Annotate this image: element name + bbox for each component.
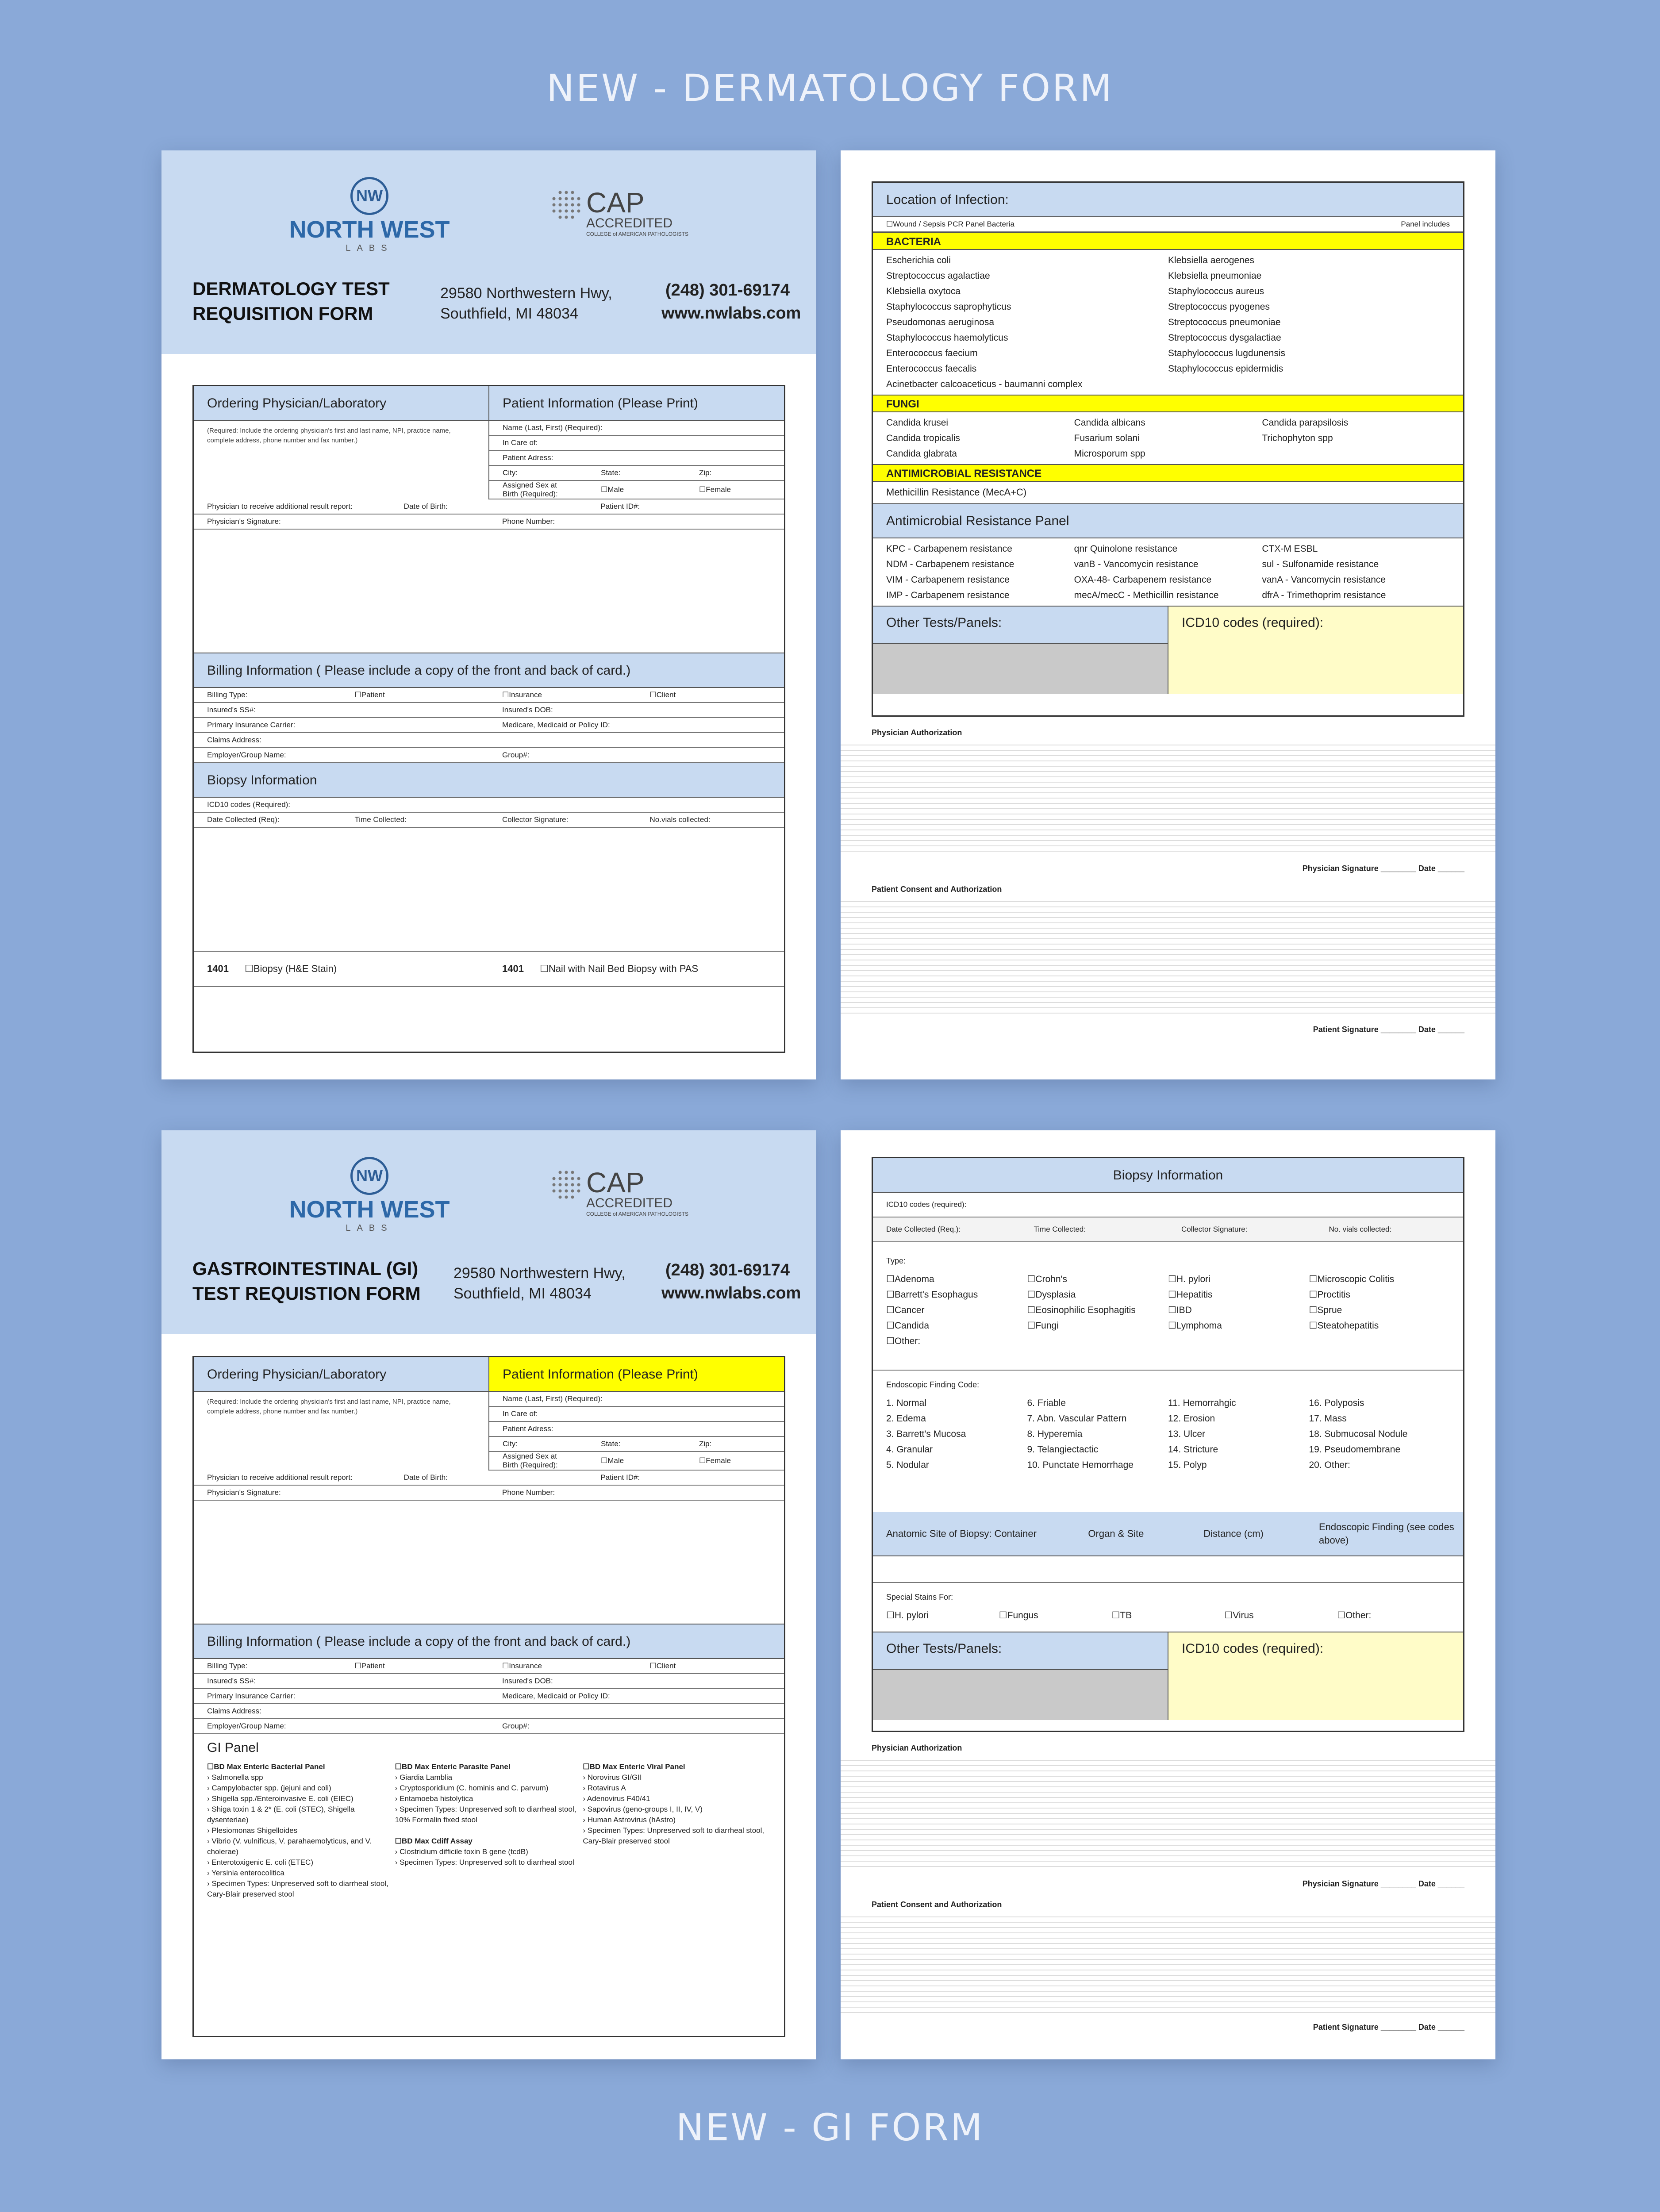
form-header xyxy=(161,150,816,354)
fungi-item: Candida glabrata xyxy=(886,449,957,459)
amr-item: OXA-48- Carbapenem resistance xyxy=(1074,575,1212,585)
gi2-date[interactable]: Date Collected (Req.): xyxy=(886,1225,961,1233)
viral-item: › Rotavirus A xyxy=(583,1783,771,1793)
viral-item: › Specimen Types: Unpreserved soft to diarrheal stool, Cary-Blair preserved stool xyxy=(583,1825,771,1847)
endo-item: 4. Granular xyxy=(886,1444,933,1455)
gi-title xyxy=(192,1256,421,1306)
gi2-time[interactable]: Time Collected: xyxy=(1034,1225,1086,1233)
type-checkbox[interactable]: ☐ Hepatitis xyxy=(1168,1287,1309,1302)
cap-main: CAP xyxy=(586,187,645,219)
infection-box xyxy=(872,181,1464,717)
phone: (248) 301-69174 xyxy=(665,281,790,300)
gi-date2: Date xyxy=(1418,2023,1436,2032)
code1: 1401 xyxy=(207,963,229,974)
organ-label: Organ & Site xyxy=(1088,1528,1144,1539)
gi-employer[interactable]: Employer/Group Name: xyxy=(207,1722,286,1730)
viral-item: › Sapovirus (geno-groups I, II, IV, V) xyxy=(583,1804,771,1815)
gi-carrier[interactable]: Primary Insurance Carrier: xyxy=(207,1692,296,1700)
carrier-field[interactable]: Primary Insurance Carrier: xyxy=(207,721,296,729)
para-panel-checkbox[interactable]: ☐ BD Max Enteric Parasite Panel xyxy=(395,1763,511,1771)
cap-sub: ACCREDITED xyxy=(586,1196,673,1210)
medicare-field[interactable]: Medicare, Medicaid or Policy ID: xyxy=(502,721,610,729)
endo-item: 20. Other: xyxy=(1309,1460,1350,1470)
phys-sig-label: Physician Signature xyxy=(1302,864,1379,873)
cdiff-item: › Specimen Types: Unpreserved soft to diarrheal stool xyxy=(395,1857,583,1868)
patient-address-field[interactable]: Patient Adress: xyxy=(503,453,553,462)
bacteria-item: Staphylococcus epidermidis xyxy=(1168,364,1283,374)
sex-label: Assigned Sex at Birth (Required): xyxy=(503,481,558,498)
billing-patient-checkbox[interactable]: ☐ Patient xyxy=(342,691,489,699)
gi-req-note: (Required: Include the ordering physician's first and last name, NPI, practice name, complete address, phone number and fax number.) xyxy=(207,1398,451,1415)
form-title xyxy=(192,276,390,326)
methicillin: Methicillin Resistance (MecA+C) xyxy=(886,487,1027,498)
auth-text xyxy=(841,740,1495,855)
type-checkbox[interactable]: ☐ Candida xyxy=(886,1318,1027,1333)
fungi-item: Microsporum spp xyxy=(1074,449,1145,459)
gi2-icd[interactable]: ICD10 codes (required): xyxy=(886,1200,967,1209)
bact-item: › Shigella spp./Enteroinvasive E. coli (EIEC) xyxy=(207,1793,395,1804)
para-item: › Specimen Types: Unpreserved soft to diarrheal stool, 10% Formalin fixed stool xyxy=(395,1804,583,1825)
para-item: › Entamoeba histolytica xyxy=(395,1793,583,1804)
addr-line2: Southfield, MI 48034 xyxy=(453,1285,592,1302)
other-tests-label: Other Tests/Panels: xyxy=(886,615,1002,630)
amr-item: vanB - Vancomycin resistance xyxy=(1074,559,1199,569)
gi-sig[interactable]: Physician's Signature: xyxy=(207,1488,281,1497)
amr-item: VIM - Carbapenem resistance xyxy=(886,575,1010,585)
logo-sub: LABS xyxy=(346,243,393,253)
vials-field[interactable]: No.vials collected: xyxy=(649,815,711,824)
bacteria-item: Streptococcus agalactiae xyxy=(886,271,990,281)
para-item: › Giardia Lamblia xyxy=(395,1772,583,1783)
endo-item: 5. Nodular xyxy=(886,1460,929,1470)
date-label2: Date xyxy=(1418,1025,1436,1034)
stain-list xyxy=(873,1605,1463,1632)
amr-list xyxy=(873,538,1463,606)
gi2-other: Other Tests/Panels: xyxy=(886,1641,1002,1656)
logo-name: NORTH WEST xyxy=(289,216,450,243)
bact-item: › Vibrio (V. vulnificus, V. parahaemolyticus, and V. cholerae) xyxy=(207,1836,395,1857)
gi-bt-ins[interactable]: ☐ Insurance xyxy=(489,1662,637,1671)
gi-form-front xyxy=(161,1130,816,2059)
fungi-item: Fusarium solani xyxy=(1074,433,1140,443)
address xyxy=(440,283,612,324)
logo-icon: NW xyxy=(350,1157,388,1195)
icd-label: ICD10 codes (required): xyxy=(1182,615,1324,630)
gi-medicare[interactable]: Medicare, Medicaid or Policy ID: xyxy=(502,1692,610,1700)
bottom-heading: NEW - GI FORM xyxy=(676,2106,984,2149)
cap-logo-2 xyxy=(551,1169,692,1217)
gi-pat-sig: Patient Signature xyxy=(1313,2023,1379,2032)
amr-item: dfrA - Trimethoprim resistance xyxy=(1262,590,1386,600)
gi-consent-text xyxy=(841,1912,1495,2014)
gi-phone[interactable]: Phone Number: xyxy=(502,1488,555,1497)
viral-item: › Human Astrovirus (hAstro) xyxy=(583,1815,771,1825)
billing-type-label: Billing Type: xyxy=(207,691,248,699)
group-field[interactable]: Group#: xyxy=(502,751,530,759)
nail-biopsy-checkbox[interactable]: ☐ Nail with Nail Bed Biopsy with PAS xyxy=(526,963,711,974)
derm-form-front xyxy=(161,150,816,1079)
insured-dob-field[interactable]: Insured's DOB: xyxy=(502,706,553,714)
dist-label: Distance (cm) xyxy=(1203,1528,1264,1539)
endo-item: 16. Polyposis xyxy=(1309,1398,1364,1408)
gi-sex: Assigned Sex at Birth (Required): xyxy=(503,1452,558,1469)
gi-phys-add[interactable]: Physician to receive additional result report: xyxy=(207,1473,353,1482)
gi-biopsy-box xyxy=(872,1157,1464,1732)
phone: (248) 301-69174 xyxy=(665,1261,790,1279)
collector-signature-field[interactable]: Collector Signature: xyxy=(502,815,569,824)
derm-main-box xyxy=(192,385,785,1053)
cap-dots-icon xyxy=(551,189,582,220)
addr-line2: Southfield, MI 48034 xyxy=(440,305,578,322)
cdiff-item: › Clostridium difficile toxin B gene (tcdB) xyxy=(395,1847,583,1857)
gi-group[interactable]: Group#: xyxy=(502,1722,530,1730)
type-checkbox[interactable]: ☐ Dysplasia xyxy=(1027,1287,1168,1302)
fungi-list xyxy=(873,412,1463,464)
fungi-item: Trichophyton spp xyxy=(1262,433,1333,443)
endo-item: 3. Barrett's Mucosa xyxy=(886,1429,966,1439)
logo-icon: NW xyxy=(350,177,388,215)
type-checkbox[interactable]: ☐ IBD xyxy=(1168,1302,1309,1318)
wound-panel-checkbox[interactable]: ☐ Wound / Sepsis PCR Panel Bacteria xyxy=(873,220,1168,229)
amr-item: NDM - Carbapenem resistance xyxy=(886,559,1014,569)
ordering-physician-header: Ordering Physician/Laboratory xyxy=(194,386,488,421)
gi-auth-heading: Physician Authorization xyxy=(872,1743,962,1752)
fungi-item: Candida krusei xyxy=(886,418,949,428)
panel-includes: Panel includes xyxy=(1401,220,1450,228)
endo-item: 10. Punctate Hemorrhage xyxy=(1027,1460,1134,1470)
type-checkbox[interactable]: ☐ Adenoma xyxy=(886,1271,1027,1287)
type-checkbox[interactable]: ☐ Eosinophilic Esophagitis xyxy=(1027,1302,1168,1318)
claims-field[interactable]: Claims Address: xyxy=(207,736,261,744)
auth-heading: Physician Authorization xyxy=(872,728,962,737)
date-collected-field[interactable]: Date Collected (Req): xyxy=(207,815,280,824)
amr-item: mecA/mecC - Methicillin resistance xyxy=(1074,590,1219,600)
endo-item: 11. Hemorrahgic xyxy=(1168,1398,1236,1408)
bacteria-item: Escherichia coli xyxy=(886,255,951,265)
amr-item: CTX-M ESBL xyxy=(1262,544,1318,554)
derm-form-back: Location of Infection: ☐ Wound / Sepsis PCR Panel Bacteria Panel includes BACTERIA Escherichia coli Streptococcus agalactiae Klebsiella oxytoca Staphylococcus saprophyticus Pseudomonas aeruginosa Staphylococcus haemolyticus Enterococcus faecium Enterococcus faecalis Acinetbacter calcoaceticus - baumanni complex Klebsiella aerogenes Klebsiella pneumoniae Staphylococcus aureus Streptococcus pyogenes Streptococcus pneumoniae Streptococcus dysgalactiae Staphylococcus lugdunensis Staphylococcus epidermidis FUNGI Candida krusei Candida tropicalis Candida glabrata Candida albicans Fusarium solani Microsporum spp Candida parapsilosis Trichophyton spp ANTIMICROBIAL RESISTANCE Methicillin Resistance (MecA+C) Antimicrobial Resistance Panel KPC - Carbapenem resistance NDM - Carbapenem resistance VIM - Carbapenem resistance IMP - Carbapenem resistance qnr Quinolone resistance vanB - Vancomycin resistance OXA-48- Carbapenem resistance mecA/mecC - Methicillin resistance CTX-M ESBL sul - Sulfonamide resistance vanA - Vancomycin resistance dfrA - Trimethoprim resistance Other Tests/Panels: ICD10 codes (required): Physician Authorization Physician Signature ________ Date ______ Patient Consent and Authorization Patient Signature ________ Date ______ xyxy=(841,150,1495,1079)
employer-field[interactable]: Employer/Group Name: xyxy=(207,751,286,759)
gi-claims[interactable]: Claims Address: xyxy=(207,1707,261,1715)
male-checkbox[interactable]: ☐ Male xyxy=(588,485,686,494)
he-stain-checkbox[interactable]: ☐ Biopsy (H&E Stain) xyxy=(231,963,350,974)
gi-ordering-header: Ordering Physician/Laboratory xyxy=(194,1357,488,1392)
date-label: Date xyxy=(1418,864,1436,873)
type-label: Type: xyxy=(886,1256,906,1265)
billing-client-checkbox[interactable]: ☐ Client xyxy=(637,691,784,699)
endo-item: 18. Submucosal Nodule xyxy=(1309,1429,1408,1439)
endo-item: 6. Friable xyxy=(1027,1398,1066,1408)
para-item: › Cryptosporidium (C. hominis and C. parvum) xyxy=(395,1783,583,1793)
type-checkbox[interactable]: ☐ Cancer xyxy=(886,1302,1027,1318)
bact-item: › Plesiomonas Shigelloides xyxy=(207,1825,395,1836)
city-field[interactable]: City: xyxy=(503,469,518,477)
website: www.nwlabs.com xyxy=(661,1284,801,1302)
cap-main: CAP xyxy=(586,1167,645,1198)
stain-checkbox[interactable]: ☐ Fungus xyxy=(999,1608,1112,1623)
endo-item: 1. Normal xyxy=(886,1398,927,1408)
amr-header: ANTIMICROBIAL RESISTANCE xyxy=(873,464,1463,482)
bact-item: › Shiga toxin 1 & 2* (E. coli (STEC), Shigella dysenteriae) xyxy=(207,1804,395,1825)
type-checkbox[interactable]: ☐ Microscopic Colitis xyxy=(1309,1271,1450,1287)
endo-item: 9. Telangiectactic xyxy=(1027,1444,1099,1455)
bact-item: › Yersinia enterocolitica xyxy=(207,1868,395,1878)
consent-text xyxy=(841,897,1495,1016)
fungi-header: FUNGI xyxy=(873,395,1463,412)
bacteria-item: Staphylococcus lugdunensis xyxy=(1168,348,1286,358)
endo-find-label: Endoscopic Finding (see codes above) xyxy=(1319,1521,1454,1546)
cap-dots-icon xyxy=(551,1169,582,1200)
icd-field[interactable]: ICD10 codes (Required): xyxy=(207,800,291,809)
stain-checkbox[interactable]: ☐ Other: xyxy=(1337,1608,1450,1623)
bacteria-header: BACTERIA xyxy=(873,232,1463,250)
addr-line1: 29580 Northwestern Hwy, xyxy=(440,285,612,302)
phone-number-field[interactable]: Phone Number: xyxy=(502,517,555,526)
bacteria-item: Streptococcus pyogenes xyxy=(1168,302,1270,312)
gi-state[interactable]: State: xyxy=(601,1440,621,1448)
dob-field[interactable]: Date of Birth: xyxy=(403,502,448,511)
contact xyxy=(661,279,801,325)
bacteria-item: Staphylococcus saprophyticus xyxy=(886,302,1011,312)
title-line1: DERMATOLOGY TEST xyxy=(192,278,390,299)
gi-phys-sig: Physician Signature xyxy=(1302,1879,1379,1888)
bacteria-item: Klebsiella aerogenes xyxy=(1168,255,1254,265)
bacteria-item: Acinetbacter calcoaceticus - baumanni complex xyxy=(886,379,1083,389)
endo-item: 12. Erosion xyxy=(1168,1413,1215,1424)
billing-insurance-checkbox[interactable]: ☐ Insurance xyxy=(489,691,637,699)
endo-item: 7. Abn. Vascular Pattern xyxy=(1027,1413,1127,1424)
viral-item: › Adenovirus F40/41 xyxy=(583,1793,771,1804)
pat-sig-label: Patient Signature xyxy=(1313,1025,1379,1034)
gi-address-field[interactable]: Patient Adress: xyxy=(503,1425,553,1433)
logo-sub: LABS xyxy=(346,1223,393,1233)
bacteria-item: Staphylococcus aureus xyxy=(1168,286,1264,296)
endo-item: 17. Mass xyxy=(1309,1413,1347,1424)
patient-info-header: Patient Information (Please Print) xyxy=(489,386,784,421)
cdiff-checkbox[interactable]: ☐ BD Max Cdiff Assay xyxy=(395,1837,473,1845)
patient-id-field[interactable]: Patient ID#: xyxy=(600,502,640,511)
type-checkbox[interactable]: ☐ Lymphoma xyxy=(1168,1318,1309,1333)
billing-header: Billing Information ( Please include a copy of the front and back of card.) xyxy=(194,653,784,688)
insured-ss-field[interactable]: Insured's SS#: xyxy=(207,706,256,714)
endo-item: 15. Polyp xyxy=(1168,1460,1207,1470)
gi-bt-patient[interactable]: ☐ Patient xyxy=(342,1662,489,1671)
nw-logo-2 xyxy=(285,1157,453,1233)
gi-main-box xyxy=(192,1356,785,2037)
bact-item: › Salmonella spp xyxy=(207,1772,395,1783)
required-note: (Required: Include the ordering physician's first and last name, NPI, practice name, complete address, phone number and fax number.) xyxy=(207,427,451,444)
type-checkbox[interactable]: ☐ Proctitis xyxy=(1309,1287,1450,1302)
gi-female[interactable]: ☐ Female xyxy=(686,1456,784,1465)
gi-consent-heading: Patient Consent and Authorization xyxy=(872,1900,1002,1909)
gi-biopsy-header: Biopsy Information xyxy=(873,1158,1463,1193)
endo-list xyxy=(873,1393,1463,1512)
bacteria-item: Staphylococcus haemolyticus xyxy=(886,333,1008,343)
time-collected-field[interactable]: Time Collected: xyxy=(354,815,407,824)
gi-billing-header: Billing Information ( Please include a copy of the front and back of card.) xyxy=(194,1624,784,1659)
endo-item: 14. Stricture xyxy=(1168,1444,1218,1455)
bact-panel-checkbox[interactable]: ☐ BD Max Enteric Bacterial Panel xyxy=(207,1763,325,1771)
logo-name: NORTH WEST xyxy=(289,1196,450,1223)
patient-name-field[interactable]: Name (Last, First) (Required): xyxy=(503,423,603,432)
fungi-item: Candida parapsilosis xyxy=(1262,418,1349,428)
bacteria-item: Enterococcus faecalis xyxy=(886,364,977,374)
gi-title-2: TEST REQUISTION FORM xyxy=(192,1283,421,1304)
gi-auth-text xyxy=(841,1755,1495,1870)
gi2-sig[interactable]: Collector Signature: xyxy=(1181,1225,1248,1233)
gi-form-back: Biopsy Information ICD10 codes (required): Date Collected (Req.): Time Collected: Collector Signature: No. vials collected: Type: ☐ Adenoma ☐ Barrett's Esophagus ☐ Cancer ☐ Candida ☐ Other: ☐ Crohn's ☐ Dysplasia ☐ Eosinophilic Esophagitis ☐ Fungi ☐ H. pylori ☐ Hepatitis ☐ IBD ☐ Lymphoma ☐ Microscopic Colitis ☐ Proctitis ☐ Sprue ☐ Steatohepatitis Endoscopic Finding Code: 1. Normal 2. Edema 3. Barrett's Mucosa 4. Granular 5. Nodular 6. Friable 7. Abn. Vascular Pattern 8. Hyperemia 9. Telangiectactic 10. Punctate Hemorrhage 11. Hemorrahgic 12. Erosion 13. Ulcer 14. Stricture 15. Polyp 16. Polyposis 17. Mass 18. Submucosal Nodule 19. Pseudomembrane 20. Other: Anatomic Site of Biopsy: Container Organ & Site Distance (cm) Endoscopic Finding (see codes above) Special Stains For: ☐ H. pylori ☐ Fungus ☐ TB ☐ Virus ☐ Other: Other Tests/Panels: ICD10 codes (required): Physician Authorization Physician Signature ________ Date ______ Patient Consent and Authorization Patient Signature ________ Date ______ xyxy=(841,1130,1495,2059)
gi-care-field[interactable]: In Care of: xyxy=(503,1409,538,1418)
amr-item: IMP - Carbapenem resistance xyxy=(886,590,1010,600)
type-checkbox[interactable]: ☐ Steatohepatitis xyxy=(1309,1318,1450,1333)
gi-header xyxy=(161,1130,816,1334)
state-field[interactable]: State: xyxy=(601,469,621,477)
bact-item: › Enterotoxigenic E. coli (ETEC) xyxy=(207,1857,395,1868)
code2: 1401 xyxy=(502,963,524,974)
gi-ins-ss[interactable]: Insured's SS#: xyxy=(207,1677,256,1685)
gi-bt-client[interactable]: ☐ Client xyxy=(637,1662,784,1671)
amr-item: qnr Quinolone resistance xyxy=(1074,544,1178,554)
endo-item: 2. Edema xyxy=(886,1413,926,1424)
type-checkbox[interactable]: ☐ Sprue xyxy=(1309,1302,1450,1318)
zip-field[interactable]: Zip: xyxy=(699,469,712,477)
gi-bt: Billing Type: xyxy=(207,1662,248,1670)
endo-item: 13. Ulcer xyxy=(1168,1429,1206,1439)
title-line2: REQUISITION FORM xyxy=(192,303,373,324)
gi-name-field[interactable]: Name (Last, First) (Required): xyxy=(503,1394,603,1403)
endo-label: Endoscopic Finding Code: xyxy=(886,1380,980,1389)
gi-title-1: GASTROINTESTINAL (GI) xyxy=(192,1258,419,1279)
gi-male[interactable]: ☐ Male xyxy=(588,1456,686,1465)
stain-checkbox[interactable]: ☐ Virus xyxy=(1224,1608,1337,1623)
fungi-item: Candida albicans xyxy=(1074,418,1145,428)
type-checkbox[interactable]: ☐ Crohn's xyxy=(1027,1271,1168,1287)
gi-panel-heading: GI Panel xyxy=(207,1740,259,1755)
additional-physician-field[interactable]: Physician to receive additional result report: xyxy=(207,502,353,511)
top-heading: NEW - DERMATOLOGY FORM xyxy=(546,66,1114,110)
bact-item: › Campylobacter spp. (jejuni and coli) xyxy=(207,1783,395,1793)
endo-item: 19. Pseudomembrane xyxy=(1309,1444,1401,1455)
viral-item: › Norovirus GI/GII xyxy=(583,1772,771,1783)
addr-line1: 29580 Northwestern Hwy, xyxy=(453,1265,626,1282)
amr-item: vanA - Vancomycin resistance xyxy=(1262,575,1386,585)
bacteria-item: Streptococcus dysgalactiae xyxy=(1168,333,1281,343)
endo-item: 8. Hyperemia xyxy=(1027,1429,1083,1439)
gi-patient-header: Patient Information (Please Print) xyxy=(489,1357,784,1392)
bacteria-item: Enterococcus faecium xyxy=(886,348,978,358)
type-list xyxy=(873,1269,1463,1371)
female-checkbox[interactable]: ☐ Female xyxy=(686,485,784,494)
stains-label: Special Stains For: xyxy=(886,1593,953,1601)
gi-address xyxy=(453,1263,626,1304)
stain-checkbox[interactable]: ☐ H. pylori xyxy=(886,1608,999,1623)
bacteria-list xyxy=(873,250,1463,395)
gi-date1: Date xyxy=(1418,1879,1436,1888)
viral-panel-checkbox[interactable]: ☐ BD Max Enteric Viral Panel xyxy=(583,1763,685,1771)
cap-logo xyxy=(551,189,692,237)
gi-ins-dob[interactable]: Insured's DOB: xyxy=(502,1677,553,1685)
bacteria-item: Klebsiella oxytoca xyxy=(886,286,961,296)
type-checkbox[interactable]: ☐ Barrett's Esophagus xyxy=(886,1287,1027,1302)
type-checkbox[interactable]: ☐ H. pylori xyxy=(1168,1271,1309,1287)
physician-signature-field[interactable]: Physician's Signature: xyxy=(207,517,281,526)
bacteria-item: Klebsiella pneumoniae xyxy=(1168,271,1262,281)
amr-panel-header: Antimicrobial Resistance Panel xyxy=(873,504,1463,538)
bacteria-item: Streptococcus pneumoniae xyxy=(1168,317,1281,327)
type-checkbox[interactable]: ☐ Other: xyxy=(886,1333,1027,1349)
website: www.nwlabs.com xyxy=(661,304,801,323)
fungi-item: Candida tropicalis xyxy=(886,433,960,443)
gi2-icd2: ICD10 codes (required): xyxy=(1182,1641,1324,1656)
gi-pid[interactable]: Patient ID#: xyxy=(600,1473,640,1482)
stain-checkbox[interactable]: ☐ TB xyxy=(1112,1608,1225,1623)
amr-item: sul - Sulfonamide resistance xyxy=(1262,559,1379,569)
gi-zip[interactable]: Zip: xyxy=(699,1440,712,1448)
cap-small: COLLEGE of AMERICAN PATHOLOGISTS xyxy=(586,1211,688,1217)
cap-small: COLLEGE of AMERICAN PATHOLOGISTS xyxy=(586,231,688,237)
in-care-of-field[interactable]: In Care of: xyxy=(503,438,538,447)
consent-heading: Patient Consent and Authorization xyxy=(872,885,1002,894)
bacteria-item: Pseudomonas aeruginosa xyxy=(886,317,995,327)
site-label: Anatomic Site of Biopsy: Container xyxy=(886,1528,1037,1539)
gi-contact xyxy=(661,1259,801,1305)
nw-logo xyxy=(285,177,453,253)
bact-item: › Specimen Types: Unpreserved soft to diarrheal stool, Cary-Blair preserved stool xyxy=(207,1878,395,1900)
type-checkbox[interactable]: ☐ Fungi xyxy=(1027,1318,1168,1333)
cap-sub: ACCREDITED xyxy=(586,216,673,230)
biopsy-header: Biopsy Information xyxy=(194,763,784,798)
gi-dob[interactable]: Date of Birth: xyxy=(403,1473,448,1482)
amr-item: KPC - Carbapenem resistance xyxy=(886,544,1012,554)
gi-city[interactable]: City: xyxy=(503,1440,518,1448)
gi2-vials[interactable]: No. vials collected: xyxy=(1329,1225,1392,1233)
location-header: Location of Infection: xyxy=(873,183,1463,217)
